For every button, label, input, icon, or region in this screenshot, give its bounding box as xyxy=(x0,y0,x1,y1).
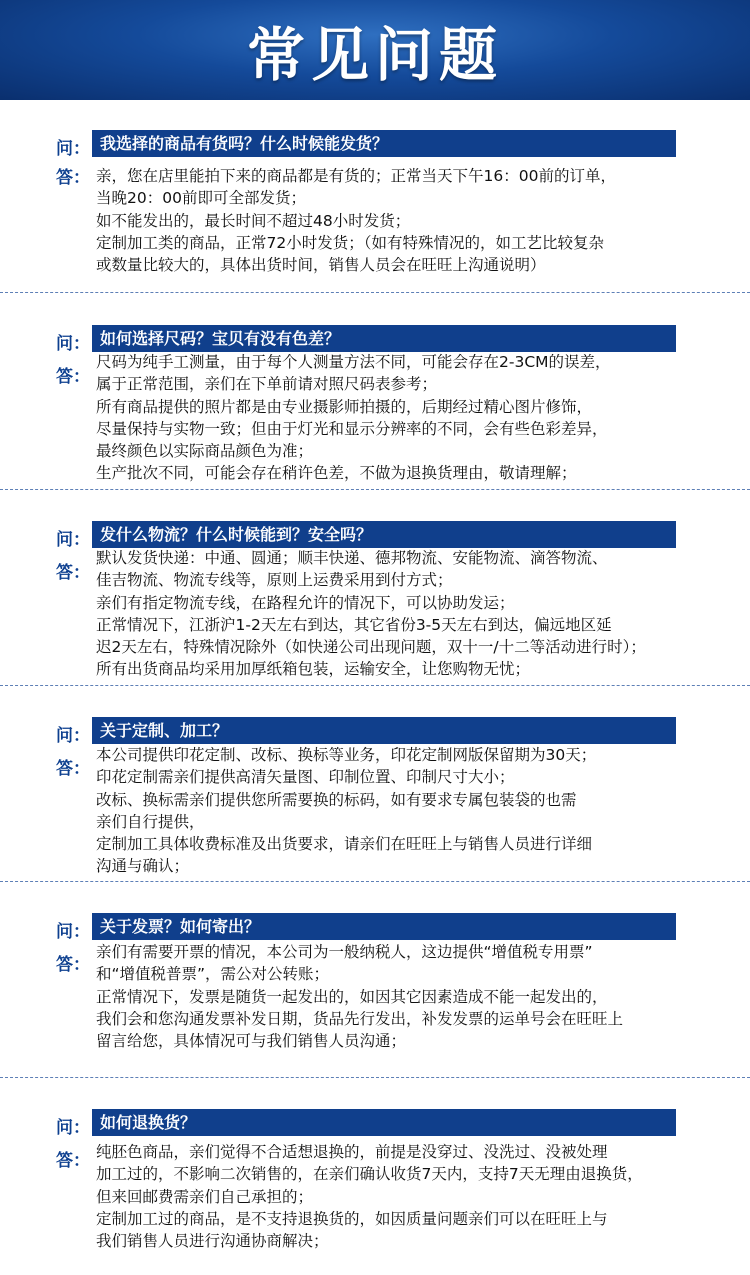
question-bar: 我选择的商品有货吗？什么时候能发货？ xyxy=(92,130,676,157)
answer-text xyxy=(96,547,736,681)
answer-line: 佳吉物流、物流专线等，原则上运费采用到付方式； xyxy=(96,571,453,590)
answer-line: 本公司提供印花定制、改标、换标等业务，印花定制网版保留期为30天； xyxy=(96,746,597,764)
answer-text xyxy=(96,165,736,276)
answer-line: 加工过的，不影响二次销售的，在亲们确认收货7天内，支持7天无理由退换货， xyxy=(96,1165,643,1184)
answer-line: 尽量保持与实物一致；但由于灯光和显示分辨率的不同，会有些色彩差异， xyxy=(96,419,608,438)
section-divider xyxy=(0,489,750,490)
answer-line: 默认发货快递：中通、圆通；顺丰快递、德邦物流、安能物流、滴答物流、 xyxy=(96,549,608,567)
answer-line: 正常情况下，发票是随货一起发出的，如因其它因素造成不能一起发出的， xyxy=(96,987,608,1006)
answer-line: 或数量比较大的，具体出货时间，销售人员会在旺旺上沟通说明） xyxy=(96,256,546,275)
page-header xyxy=(0,0,750,100)
question-marker: 问： xyxy=(56,139,90,159)
question-marker: 问： xyxy=(56,334,90,354)
answer-marker: 答： xyxy=(56,168,90,188)
answer-line: 但来回邮费需亲们自己承担的； xyxy=(96,1187,314,1206)
question-bar: 关于发票？如何寄出？ xyxy=(92,913,676,940)
question-marker: 问： xyxy=(56,726,90,746)
answer-line: 我们会和您沟通发票补发日期，货品先行发出，补发发票的运单号会在旺旺上 xyxy=(96,1009,624,1028)
answer-line: 定制加工类的商品，正常72小时发货；（如有特殊情况的，如工艺比较复杂 xyxy=(96,233,604,252)
section-divider xyxy=(0,1077,750,1078)
answer-line: 定制加工具体收费标准及出货要求，请亲们在旺旺上与销售人员进行详细 xyxy=(96,835,593,854)
answer-marker: 答： xyxy=(56,367,90,387)
answer-line: 正常情况下，江浙沪1-2天左右到达，其它省份3-5天左右到达，偏远地区延 xyxy=(96,615,612,634)
answer-line: 亲们自行提供， xyxy=(96,812,205,831)
answer-line: 印花定制需亲们提供高清矢量图、印制位置、印制尺寸大小； xyxy=(96,768,515,787)
answer-marker: 答： xyxy=(56,563,90,583)
answer-line: 如不能发出的，最长时间不超过48小时发货； xyxy=(96,211,411,230)
answer-line: 亲，您在店里能拍下来的商品都是有货的；正常当天下午16：00前的订单， xyxy=(96,167,616,185)
answer-line: 沟通与确认； xyxy=(96,857,190,876)
answer-line: 生产批次不同，可能会存在稍许色差，不做为退换货理由，敬请理解； xyxy=(96,464,577,483)
question-marker: 问： xyxy=(56,530,90,550)
answer-line: 留言给您，具体情况可与我们销售人员沟通； xyxy=(96,1032,407,1051)
answer-line: 定制加工过的商品，是不支持退换货的，如因质量问题亲们可以在旺旺上与 xyxy=(96,1209,608,1228)
answer-line: 亲们有需要开票的情况，本公司为一般纳税人，这边提供“增值税专用票” xyxy=(96,943,593,961)
question-bar: 发什么物流？什么时候能到？安全吗？ xyxy=(92,521,676,548)
answer-line: 当晚20：00前即可全部发货； xyxy=(96,189,306,208)
question-marker: 问： xyxy=(56,1118,90,1138)
section-divider xyxy=(0,685,750,686)
answer-line: 我们销售人员进行沟通协商解决； xyxy=(96,1232,329,1251)
answer-line: 最终颜色以实际商品颜色为准； xyxy=(96,442,314,461)
answer-line: 属于正常范围，亲们在下单前请对照尺码表参考； xyxy=(96,375,438,394)
question-bar: 如何退换货？ xyxy=(92,1109,676,1136)
section-divider xyxy=(0,292,750,293)
answer-line: 改标、换标需亲们提供您所需要换的标码，如有要求专属包装袋的也需 xyxy=(96,790,577,809)
answer-line: 和“增值税普票”，需公对公转账； xyxy=(96,965,330,984)
question-bar: 关于定制、加工？ xyxy=(92,717,676,744)
question-bar: 如何选择尺码？宝贝有没有色差？ xyxy=(92,325,676,352)
answer-marker: 答： xyxy=(56,1151,90,1171)
answer-text xyxy=(96,351,736,485)
answer-line: 迟2天左右，特殊情况除外（如快递公司出现问题，双十一/十二等活动进行时）； xyxy=(96,638,646,657)
answer-line: 所有商品提供的照片都是由专业摄影师拍摄的，后期经过精心图片修饰， xyxy=(96,397,593,416)
answer-text xyxy=(96,744,736,878)
section-divider xyxy=(0,881,750,882)
page-title: 常见问题 xyxy=(246,21,503,89)
answer-marker: 答： xyxy=(56,759,90,779)
answer-line: 尺码为纯手工测量，由于每个人测量方法不同，可能会存在2-3CM的误差， xyxy=(96,353,611,371)
answer-line: 纯胚色商品，亲们觉得不合适想退换的，前提是没穿过、没洗过、没被处理 xyxy=(96,1143,608,1161)
question-marker: 问： xyxy=(56,922,90,942)
answer-line: 所有出货商品均采用加厚纸箱包装，运输安全，让您购物无忧； xyxy=(96,660,531,679)
answer-marker: 答： xyxy=(56,955,90,975)
answer-line: 亲们有指定物流专线，在路程允许的情况下，可以协助发运； xyxy=(96,593,515,612)
answer-text xyxy=(96,941,736,1052)
answer-text xyxy=(96,1141,736,1252)
